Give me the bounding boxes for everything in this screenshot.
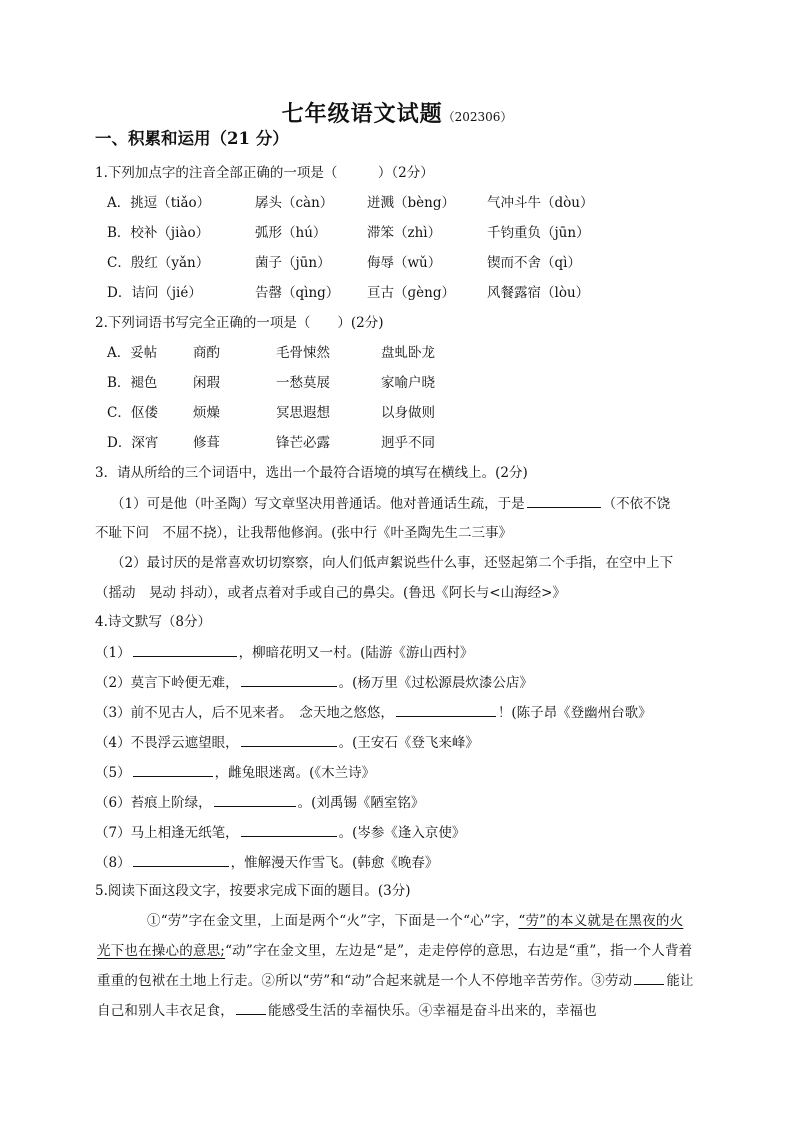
q2-option-a-4: 盘虬卧龙 [381,345,435,361]
q4-stem: 4.诗文默写（8分） [95,614,211,630]
q4-blank-5[interactable] [133,762,213,777]
q4-item-text: 不畏浮云遮望眼， [130,735,239,751]
q1-option-b-2: 弧形（hú） [255,225,327,241]
q5-blank-1[interactable] [634,970,664,985]
q4-item-text: ，雌兔眼迷离。(《木兰诗》 [214,765,376,781]
q4-blank-7[interactable] [241,822,337,837]
q4-item-source: 。(刘禹锡《陋室铭》 [297,795,425,811]
q2-option-c-1: C．伛偻 [107,405,158,421]
q4-item-text: 前不见古人，后不见来者。 念天地之悠悠， [130,705,394,721]
q2-stem: 2.下列词语书写完全正确的一项是（ ）(2分) [95,315,384,331]
q2-option-b-3: 一愁莫展 [276,375,330,391]
q2-option-b-1: B．褪色 [107,375,158,391]
q4-item-text: 莫言下岭便无难， [130,675,239,691]
q5-underlined-sentence: “劳”的本义就是在黑夜的火光下也在操心的意思; [97,913,684,959]
q4-item-source: ！(陈子昂《登幽州台歌》 [497,705,652,721]
q1-stem: 1.下列加点字的注音全部正确的一项是（ ）（2分） [95,165,434,181]
q1-option-b-1: B．校补（jiào） [107,225,210,241]
q4-item-text: 马上相逢无纸笔， [130,825,239,841]
q5-passage [97,906,697,1026]
q4-blank-4[interactable] [241,732,337,747]
q1-option-c-1: C．殷红（yǎn） [107,255,210,271]
q5-blank-2[interactable] [236,1000,266,1015]
q4-item-text: ，惟解漫天作雪飞。(韩愈《晚春》 [230,855,439,871]
title-main: 七年级语文试题 [281,101,443,127]
q1-option-d-3: 亘古（ɡèng） [367,285,455,301]
exam-title [0,97,794,128]
q1-option-c-4: 锲而不舍（qì） [487,255,581,271]
q3-part2-line1: （2）最讨厌的是常喜欢切切察察，向人们低声絮说些什么事，还竖起第二个手指，在空中上下 [111,555,674,571]
q1-option-d-1: D．诘问（jié） [107,285,202,301]
q3-part1-line1 [111,493,670,514]
q4-blank-3[interactable] [396,702,496,717]
q2-option-d-3: 锋芒必露 [276,435,330,451]
q3-blank[interactable] [527,493,601,508]
q4-item-6 [95,792,424,813]
q4-item-number: （6） [95,795,131,811]
q2-option-d-4: 迥乎不同 [381,435,435,451]
q2-option-d-2: 修葺 [193,435,220,451]
q1-option-b-3: 滞笨（zhì） [367,225,442,241]
q2-option-d-1: D．深宵 [107,435,159,451]
q4-blank-1[interactable] [133,642,237,657]
section-heading: 一、积累和运用（21 分） [95,129,289,148]
q2-option-a-2: 商酌 [193,345,220,361]
q4-item-2 [95,672,533,693]
q5-sentence-4: 能感受生活的幸福快乐。④幸福是奋斗出来的，幸福也 [268,1003,597,1019]
q3-stem: 3．请从所给的三个词语中，选出一个最符合语境的填写在横线上。(2分) [95,465,528,481]
q1-option-c-2: 菌子（jūn） [255,255,331,271]
q2-option-b-4: 家喻户晓 [381,375,435,391]
q4-blank-2[interactable] [241,672,337,687]
q2-option-c-2: 烦燥 [193,405,220,421]
q4-item-4 [95,732,479,753]
q2-option-a-1: A．妥帖 [107,345,158,361]
q1-option-d-2: 告罄（qìng） [255,285,340,301]
q4-item-text: ，柳暗花明又一村。(陆游《游山西村》 [238,645,474,661]
q3-part1-text: （1）可是他（叶圣陶）写文章坚决用普通话。他对普通话生疏，于是 [111,496,525,512]
q4-item-source: 。(杨万里《过松源晨炊漆公店》 [338,675,533,691]
q3-part2-line2: （摇动 晃动 抖动），或者点着对手或自己的鼻尖。(鲁迅《阿长与<山海经>》 [95,585,566,601]
q4-blank-8[interactable] [133,852,229,867]
q5-sentence-2: “动”字在金文里，左边是“是”，走走停停的意思，右边是“重”，指一个人背着重重的包袱在土地上行走。②所以“劳”和“动”合起来就是一个人不停地辛苦劳作。③劳动 [97,943,693,989]
q3-part1-line2: 不耻下问 不屈不挠），让我帮他修润。(张中行《叶圣陶先生二三事》 [95,525,513,541]
q3-part1-options: （不依不饶 [602,496,671,512]
q4-item-number: （8） [95,855,131,871]
q2-option-b-2: 闲瑕 [193,375,220,391]
q2-option-c-3: 冥思遐想 [276,405,330,421]
q4-item-source: 。(岑参《逢入京使》 [338,825,466,841]
q4-item-number: （5） [95,765,131,781]
q4-item-number: （1） [95,645,131,661]
q4-item-7 [95,822,465,843]
q4-item-8 [95,852,438,873]
q1-option-a-2: 孱头（càn） [255,195,334,211]
q4-item-1 [95,642,473,663]
q1-option-a-4: 气冲斗牛（dòu） [487,195,594,211]
q4-item-number: （2） [95,675,131,691]
q4-item-text: 苔痕上阶绿， [130,795,212,811]
q5-sentence-1: ①“劳”字在金文里，上面是两个“火”字，下面是一个“心”字， [147,913,519,929]
q4-item-number: （3） [95,705,131,721]
q1-option-a-3: 迸溅（bèng） [367,195,455,211]
q1-option-d-4: 风餐露宿（lòu） [487,285,590,301]
q4-item-5 [95,762,375,783]
q4-item-source: 。(王安石《登飞来峰》 [338,735,479,751]
q4-item-number: （4） [95,735,131,751]
q4-item-number: （7） [95,825,131,841]
q1-option-c-3: 侮辱（wǔ） [367,255,442,271]
q4-item-3 [95,702,652,723]
q1-option-a-1: A．挑逗（tiǎo） [107,195,211,211]
q2-option-c-4: 以身做则 [381,405,435,421]
q5-sentence-3: 能让自己和别人丰衣足食， [97,973,694,1019]
q2-option-a-3: 毛骨悚然 [276,345,330,361]
q1-option-b-4: 千钧重负（jūn） [487,225,590,241]
q4-blank-6[interactable] [214,792,296,807]
title-date: （202306） [442,110,513,124]
q5-stem: 5.阅读下面这段文字，按要求完成下面的题目。(3分) [95,883,411,899]
